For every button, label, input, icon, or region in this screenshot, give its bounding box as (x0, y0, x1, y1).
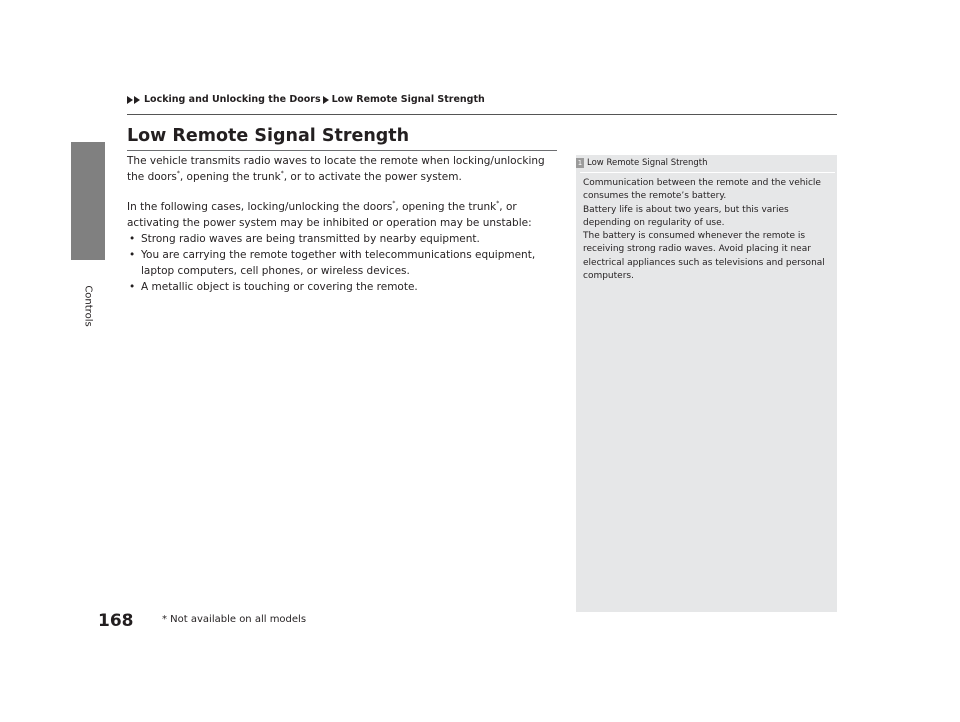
footnote: * Not available on all models (162, 614, 307, 625)
side-note-line: The battery is consumed whenever the remote is receiving strong radio waves. Avoid placing it near electrical appliances such as televisions and personal computers. (583, 231, 825, 282)
page-number: 168 (98, 611, 134, 631)
bullet-icon: • (129, 233, 136, 245)
section-body (127, 153, 559, 295)
title-rule (127, 150, 557, 151)
breadcrumb-arrow-icon (323, 96, 329, 104)
footnote-marker: * (176, 170, 180, 177)
breadcrumb-item-low-signal: Low Remote Signal Strength (331, 94, 485, 105)
section-title: Low Remote Signal Strength (127, 126, 410, 146)
side-note-rule (580, 172, 835, 173)
list-item: • You are carrying the remote together with telecommunications equipment, laptop computers, cell phones, or wireless devices. (129, 249, 536, 277)
footnote-marker: * (496, 200, 500, 207)
bullet-icon: • (129, 281, 136, 293)
breadcrumb (127, 94, 485, 105)
note-marker-icon: 1 (577, 159, 583, 167)
side-note-body (583, 177, 833, 283)
header-rule (127, 114, 837, 115)
footnote-marker: * (280, 170, 284, 177)
paragraph-2: In the following cases, locking/unlocking the doors*, opening the trunk*, or activating the power system may be inhibited or operation may be unstable: (127, 200, 532, 229)
side-note-box (576, 155, 837, 612)
section-side-tab (71, 142, 105, 260)
footnote-marker: * (392, 200, 396, 207)
list-item: • Strong radio waves are being transmitted by nearby equipment. (129, 233, 480, 245)
breadcrumb-arrow-icon (134, 96, 140, 104)
side-note-line: Communication between the remote and the vehicle consumes the remote’s battery. (583, 178, 821, 202)
breadcrumb-item-locking: Locking and Unlocking the Doors (144, 94, 321, 105)
bullet-icon: • (129, 249, 136, 261)
side-tab-label (80, 266, 96, 346)
side-note-header (576, 158, 708, 168)
side-note-line: Battery life is about two years, but this varies depending on regularity of use. (583, 204, 789, 228)
bullet-list (127, 231, 559, 295)
paragraph-1: The vehicle transmits radio waves to locate the remote when locking/unlocking the doors*, opening the trunk*, or to activate the power system. (127, 155, 545, 183)
side-tab-label-text: Controls (82, 285, 94, 327)
side-note-title: Low Remote Signal Strength (587, 158, 708, 168)
list-item: • A metallic object is touching or covering the remote. (129, 281, 418, 293)
breadcrumb-arrow-icon (127, 96, 133, 104)
